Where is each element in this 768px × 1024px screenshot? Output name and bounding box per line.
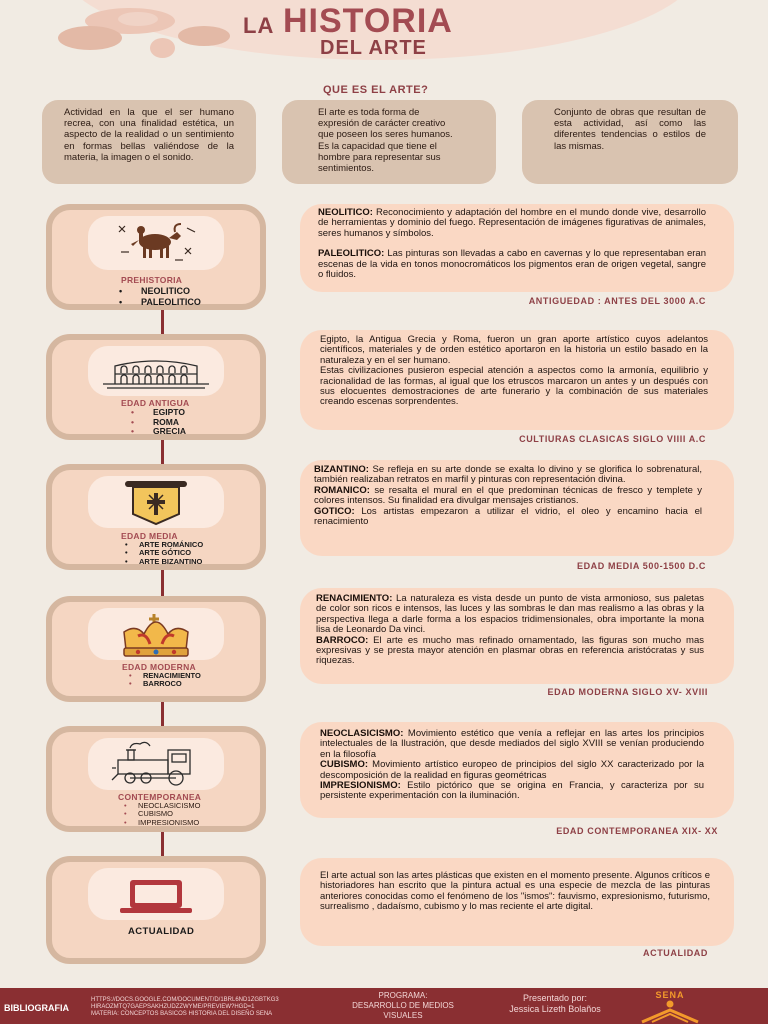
period-title: CONTEMPORANEA (118, 792, 202, 802)
period-description-card (300, 460, 734, 556)
period-title: EDAD MODERNA (122, 662, 196, 672)
term-label: ROMANICO: (314, 484, 370, 496)
term-label: IMPRESIONISMO: (320, 780, 401, 792)
era-label: ANTIGUEDAD : ANTES DEL 3000 A.C (528, 296, 706, 306)
term-text: Movimiento estético que venía a reflejar en las artes los principios intelectuales de la Ilustración, que desde mediados del siglo XVIII se venían produciendo en la filosofía (320, 728, 704, 760)
program-info (343, 991, 463, 1021)
period-card-contemporanea (46, 726, 266, 832)
term-text: Estilo pictórico que se origina en Francia, y caracteriza por su persistente experimentación con la iluminación. (320, 780, 704, 802)
timeline-connector (161, 310, 164, 336)
description-paragraph (314, 507, 702, 528)
description-paragraph (320, 366, 708, 408)
timeline-connector (161, 569, 164, 597)
list-item: • ROMA (131, 418, 186, 428)
page-subtitle: DEL ARTE (320, 37, 427, 59)
program-name: DESARROLLO DE MEDIOS VISUALES (352, 1001, 454, 1020)
term-label: BARROCO: (316, 634, 369, 646)
term-label: CUBISMO: (320, 759, 369, 771)
period-subtopics (124, 802, 201, 827)
list-item: • CUBISMO (124, 810, 201, 818)
description-paragraph (320, 729, 704, 760)
period-card-edad-media (46, 464, 266, 570)
description-paragraph (318, 208, 706, 239)
description-paragraph (314, 486, 702, 507)
period-subtopics (129, 672, 201, 688)
period-description-card (300, 722, 734, 818)
list-item: • EGIPTO (131, 408, 186, 418)
icon-panel (88, 608, 224, 660)
list-item: • RENACIMIENTO (129, 672, 201, 680)
term-text: El arte actual son las artes plásticas que existen en el momento presente. Algunos críticos e historiadores han escrito que la pintura actual es una especie de mezcla de las pinturas anteriores conocidas como el fenómeno de los "ismos": fauvismo, expresionismo, futurismo, surrealismo , dadaísmo, cubismo y lo mas reciente el arte digital. (320, 870, 710, 913)
term-text: Movimiento artístico europeo de principios del siglo XX caracterizado por la descomposición de la realidad en figuras geométricas (320, 759, 704, 781)
crown-icon (116, 610, 196, 660)
term-label: GOTICO: (314, 505, 355, 517)
period-card-actualidad (46, 856, 266, 964)
laptop-icon (116, 876, 196, 916)
timeline-connector (161, 439, 164, 465)
title-prefix: LA (243, 13, 275, 38)
sena-logo-text: SENA (655, 990, 685, 1000)
term-text: Egipto, la Antigua Grecia y Roma, fueron un gran aporte artístico cuyos adelantos científicos, materiales y de orden estético aportaron en la historia un estilo basado en la naturaleza y en el ser humano. (320, 334, 708, 366)
icon-panel (88, 476, 224, 528)
definition-text: El arte es toda forma de expresión de carácter creativo que poseen los seres humanos. Es la capacidad que tiene el hombre para representar sus sentimientos. (318, 107, 453, 175)
list-item: • GRECIA (131, 427, 186, 437)
presenter-info (487, 993, 623, 1015)
period-description-card (300, 204, 734, 292)
term-label: BIZANTINO: (314, 464, 369, 475)
definition-text: Actividad en la que el ser humano recrea, con una finalidad estética, un aspecto de la realidad o un sentimiento en formas bellas valiéndose de la materia, la imagen o el sonido. (64, 107, 234, 163)
locomotive-icon (110, 740, 202, 788)
icon-panel (88, 216, 224, 270)
period-subtopics (119, 286, 201, 307)
icon-panel (88, 868, 224, 920)
sena-logo (638, 990, 702, 1024)
period-card-edad-moderna (46, 596, 266, 702)
description-paragraph (320, 760, 704, 781)
list-item: • ARTE ROMÁNICO (125, 541, 203, 549)
period-card-prehistoria (46, 204, 266, 310)
presenter-name: Jessica Lizeth Bolaños (509, 1004, 601, 1014)
era-label: EDAD MEDIA 500-1500 D.C (576, 561, 706, 571)
period-description-card (300, 588, 734, 684)
term-text: La naturaleza es vista desde un punto de vista armonioso, sus paletas de color son ricos e intensos, las luces y las sombras le dan mas realismo a las obras y la perspectiva llega a darle forma a los espacios tridimensionales, obra importante la mona lisa de Leonardo Da vinci. (316, 593, 704, 636)
decorative-blob (118, 12, 158, 26)
description-paragraph (314, 465, 702, 486)
list-item: • ARTE BIZANTINO (125, 558, 203, 566)
period-card-edad-antigua (46, 334, 266, 440)
cave-painting-icon (111, 218, 201, 268)
term-text: se resalta el mural en el que predominan técnicas de fresco y templete y colores intensos. Su finalidad era divulgar mensajes cristianos. (314, 484, 702, 507)
period-description-card (300, 858, 734, 946)
colosseum-icon (101, 350, 211, 394)
era-label: EDAD MODERNA SIGLO XV- XVIII (547, 687, 708, 697)
term-text: Estas civilizaciones pusieron especial atención a aspectos como la armonía, equilibrio y racionalidad de las formas, al igual que los etruscos marcaron un antes y un después con sus elocuentes demostraciones de arte funerario y la combinación de sus materiales creando escenas sorprendentes. (320, 365, 708, 408)
decorative-blob (58, 26, 122, 50)
description-paragraph (320, 871, 710, 913)
list-item: • ARTE GÓTICO (125, 549, 203, 557)
term-label: NEOLITICO: (318, 207, 373, 218)
description-paragraph (316, 636, 704, 667)
icon-panel (88, 738, 224, 790)
era-label: CULTIURAS CLASICAS SIGLO VIIII A.C (519, 434, 706, 444)
timeline-connector (161, 700, 164, 728)
period-title: PREHISTORIA (121, 275, 183, 285)
definition-card (522, 100, 738, 184)
term-text: Las pinturas son llevadas a cabo en cavernas y lo que representaban eran escenas de la vida en tonos monocromáticos los pigmentos eran de origen vegetal, sangre o fluidos. (318, 248, 706, 281)
definition-card (42, 100, 256, 184)
period-title: EDAD MEDIA (121, 531, 178, 541)
description-paragraph (318, 249, 706, 280)
bibliography-url[interactable]: HTTPS://DOCS.GOOGLE.COM/DOCUMENT/D/1BRL6ND1ZGBTKG3 HIRAOZMTQ7GAEPSAKHZUDZZWYME/PREVIEW?HGD=1 (91, 997, 279, 1010)
banner-cross-icon (121, 478, 191, 528)
term-text: El arte es mucho mas refinado ornamentado, las figuras son mucho mas expresivas y se presta mayor atención en plasmar obras en referencia aristócratas y sus riquezas. (316, 634, 704, 667)
period-subtopics (125, 541, 203, 566)
icon-panel (88, 346, 224, 396)
period-subtopics (131, 408, 186, 437)
description-paragraph (320, 335, 708, 366)
description-paragraph (316, 594, 704, 636)
program-label: PROGRAMA: (378, 991, 428, 1000)
list-item: • PALEOLITICO (119, 297, 201, 308)
period-description-card (300, 330, 734, 430)
sena-logo-mark (638, 1000, 702, 1024)
decorative-blob (178, 26, 230, 46)
period-title: ACTUALIDAD (128, 926, 195, 937)
term-text: Reconocimiento y adaptación del hombre en el mundo donde vive, desarrollo de herramientas y dominio del fuego. Representación de imágenes figurativas de animales, seres humanos y símbolos. (318, 207, 706, 239)
section-question: QUE ES EL ARTE? (323, 84, 429, 96)
description-paragraph (320, 781, 704, 802)
period-title: EDAD ANTIGUA (121, 398, 190, 408)
bibliography-label: BIBLIOGRAFIA (4, 1003, 69, 1013)
era-label: EDAD CONTEMPORANEA XIX- XX (556, 826, 718, 836)
timeline-connector (161, 832, 164, 858)
term-label: NEOCLASICISMO: (320, 728, 404, 739)
term-text: Los artistas empezaron a utilizar el vidrio, el oleo y encamino hacia el renacimiento (314, 505, 702, 528)
list-item: • NEOCLASICISMO (124, 802, 201, 810)
bibliography-reference (91, 997, 341, 1018)
term-label: PALEOLITICO: (318, 248, 385, 260)
era-label: ACTUALIDAD (643, 948, 708, 958)
presented-by-label: Presentado por: (522, 993, 588, 1003)
bibliography-note: MATERIA: CONCEPTOS BASICOS HISTORIA DEL DISEÑO SENA (91, 1011, 273, 1017)
term-text: Se refleja en su arte donde se exalta lo divino y se glorifica lo sobrenatural, también realizaban retratos en marfil y pinturas con representación divina. (314, 464, 702, 486)
list-item: • NEOLITICO (119, 286, 201, 297)
decorative-blob (150, 38, 175, 58)
page-title: HISTORIA (283, 2, 453, 40)
definition-text: Conjunto de obras que resultan de esta actividad, así como las diferentes tendencias o estilos de las mismas. (554, 107, 706, 152)
list-item: • IMPRESIONISMO (124, 819, 201, 827)
term-label: RENACIMIENTO: (316, 593, 393, 604)
definition-card (282, 100, 496, 184)
list-item: • BARROCO (129, 680, 201, 688)
